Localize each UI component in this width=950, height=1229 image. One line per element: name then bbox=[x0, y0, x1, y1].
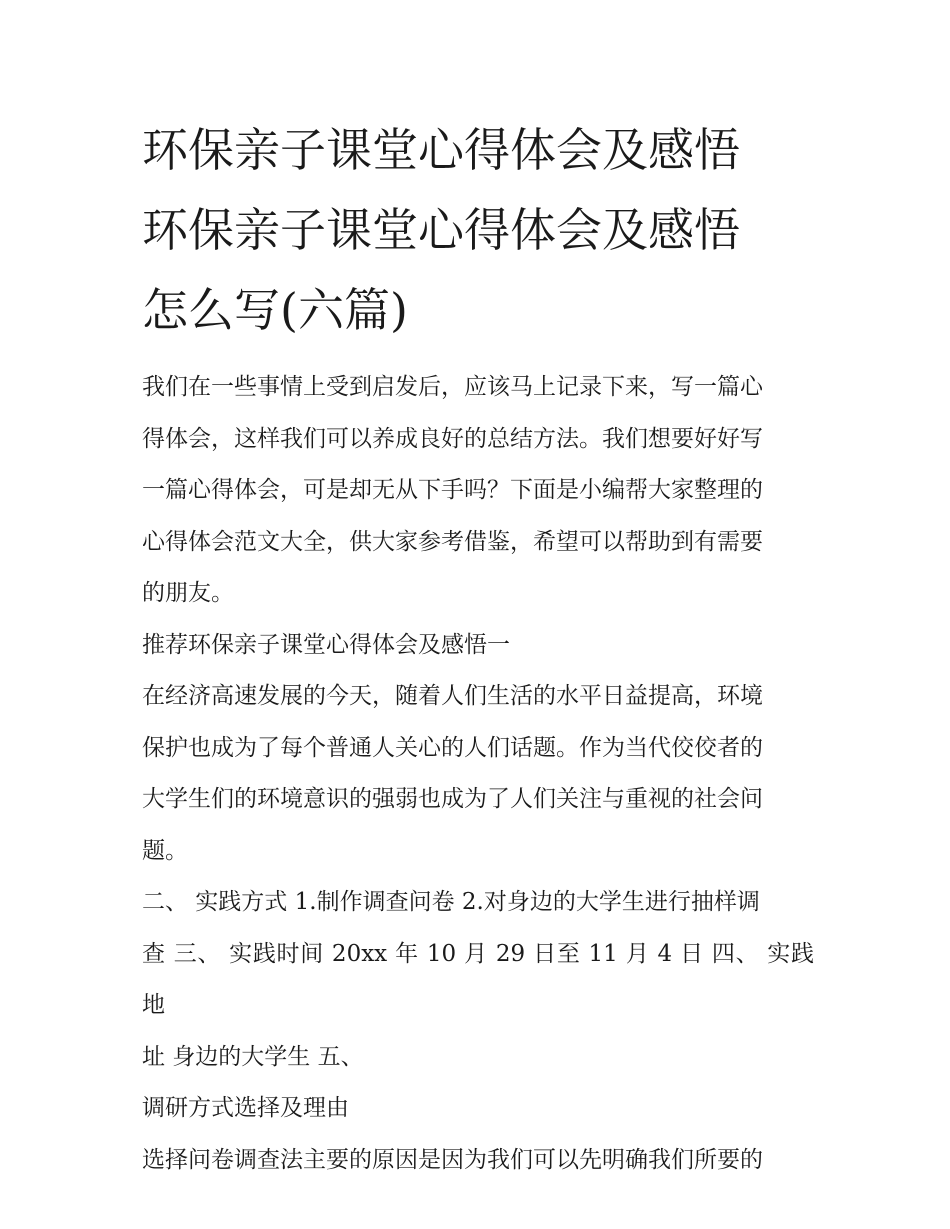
text-line: 心得体会范文大全，供大家参考借鉴，希望可以帮助到有需要 bbox=[142, 528, 763, 555]
text-line: 保护也成为了每个普通人关心的人们话题。作为当代佼佼者的 bbox=[142, 734, 763, 761]
title-line: 环保亲子课堂心得体会及感悟 bbox=[142, 203, 740, 257]
text-line: 调研方式选择及理由 bbox=[142, 1095, 349, 1121]
body-paragraph bbox=[142, 671, 814, 877]
text-line: 题。 bbox=[142, 837, 188, 864]
text-line: 址 身边的大学生 五、 bbox=[142, 1043, 364, 1070]
text-line: 得体会，这样我们可以养成良好的总结方法。我们想要好好写 bbox=[142, 425, 763, 452]
practice-details-paragraph bbox=[142, 877, 814, 1083]
section-heading bbox=[142, 620, 814, 672]
text-line: 选择问卷调查法主要的原因是因为我们可以先明确我们所要的 bbox=[142, 1146, 763, 1173]
text-line: 在经济高速发展的今天，随着人们生活的水平日益提高，环境 bbox=[142, 683, 763, 709]
subsection-heading bbox=[142, 1083, 814, 1135]
document-title bbox=[142, 110, 814, 350]
text-line: 的朋友。 bbox=[142, 580, 234, 606]
title-line: 环保亲子课堂心得体会及感悟 bbox=[142, 123, 740, 177]
intro-paragraph bbox=[142, 362, 814, 620]
method-paragraph bbox=[142, 1135, 814, 1187]
text-line: 一篇心得体会，可是却无从下手吗？下面是小编帮大家整理的 bbox=[142, 477, 763, 503]
text-line: 查 三、 实践时间 20xx 年 10 月 29 日至 11 月 4 日 四、 实践地 bbox=[142, 940, 814, 1018]
document-page bbox=[142, 110, 814, 1186]
text-line: 二、 实践方式 1.制作调查问卷 2.对身边的大学生进行抽样调 bbox=[142, 889, 760, 915]
text-line: 大学生们的环境意识的强弱也成为了人们关注与重视的社会问 bbox=[142, 786, 763, 812]
title-line: 怎么写(六篇) bbox=[142, 283, 408, 337]
text-line: 推荐环保亲子课堂心得体会及感悟一 bbox=[142, 631, 510, 658]
text-line: 我们在一些事情上受到启发后，应该马上记录下来，写一篇心 bbox=[142, 374, 763, 400]
